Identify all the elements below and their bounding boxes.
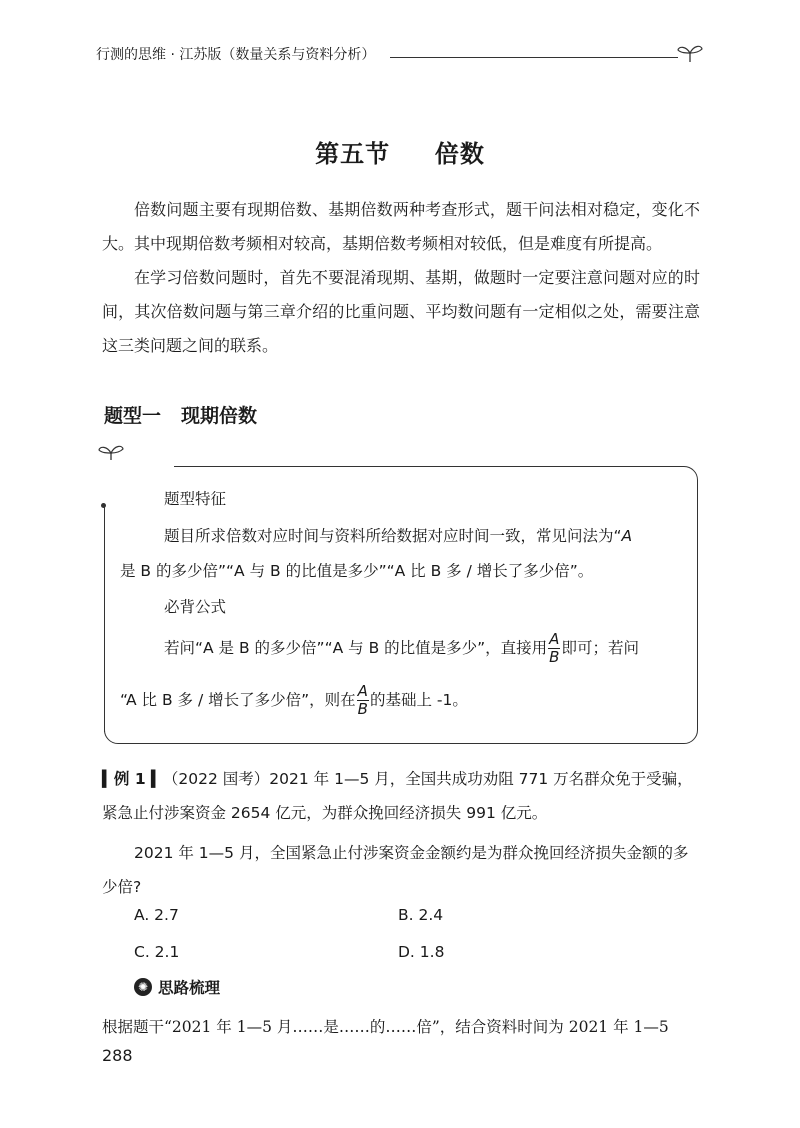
section-label: 题型一 [104,405,162,427]
option-c: C. 2.1 [134,943,180,961]
header-rule [390,57,678,58]
lightbulb-icon: ✺ [134,978,152,996]
features-line-1 [164,521,674,551]
formula-text: “A 比 B 多 / 增长了多少倍”，则在 [120,691,356,709]
formula-line-1 [164,632,684,665]
example-source: （2022 国考） [162,770,270,788]
formula-text: 即可；若问 [561,639,639,657]
features-var: A [621,527,633,545]
section-name: 现期倍数 [181,405,258,427]
fraction-denominator: B [549,648,560,666]
chapter-label: 第五节 [315,140,391,168]
example-text [102,762,700,830]
box-border-dot [101,503,106,508]
formula-heading: 必背公式 [164,598,227,616]
example-question: 2021 年 1—5 月，全国紧急止付涉案资金金额约是为群众挽回经济损失金额的多少倍? [102,844,689,896]
box-border-gap [96,466,110,506]
features-text: 题目所求倍数对应时间与资料所给数据对应时间一致，常见问法为“ [164,527,622,545]
idea-heading [134,976,220,998]
option-d: D. 1.8 [398,943,445,961]
fraction-denominator: B [357,700,368,718]
fraction-a-over-b [548,632,560,665]
intro-paragraph-2: 在学习倍数问题时，首先不要混淆现期、基期，做题时一定要注意问题对应的时间，其次倍数问题与第三章介绍的比重问题、平均数问题有一定相似之处，需要注意这三类问题之间的联系。 [102,268,700,355]
example-body: 2021 年 1—5 月，全国共成功劝阻 771 万名群众免于受骗，紧急止付涉案资金 2654 亿元，为群众挽回经济损失 991 亿元。 [102,770,693,822]
fraction-numerator: A [357,682,368,700]
formula-text: 的基础上 -1。 [369,691,468,709]
features-line-2: 是 B 的多少倍”“A 与 B 的比值是多少”“A 比 B 多 / 增长了多少倍”。 [120,562,594,580]
formula-line-2 [120,684,680,717]
page-number: 288 [102,1046,133,1065]
idea-text: 根据题干“2021 年 1—5 月……是……的……倍”，结合资料时间为 2021 年 1—5 [102,1018,669,1036]
features-heading: 题型特征 [164,490,227,508]
option-b: B. 2.4 [398,906,444,924]
chapter-title [0,134,800,169]
box-left-border [104,506,105,732]
fraction-a-over-b [357,684,369,717]
fraction-numerator: A [549,630,560,648]
formula-text: 若问“A 是 B 的多少倍”“A 与 B 的比值是多少”，直接用 [164,639,548,657]
option-a: A. 2.7 [134,906,179,924]
sprout-icon [676,42,704,64]
running-header: 行测的思维 · 江苏版（数量关系与资料分析） [96,47,376,63]
section-title [104,401,257,428]
example-marker: ▍例 1 ▍ [102,770,163,788]
idea-label: 思路梳理 [158,979,221,997]
intro-paragraph-1: 倍数问题主要有现期倍数、基期倍数两种考查形式，题干问法相对稳定，变化不大。其中现期倍数考频相对较高，基期倍数考频相对较低，但是难度有所提高。 [102,200,700,253]
chapter-name: 倍数 [434,140,485,168]
